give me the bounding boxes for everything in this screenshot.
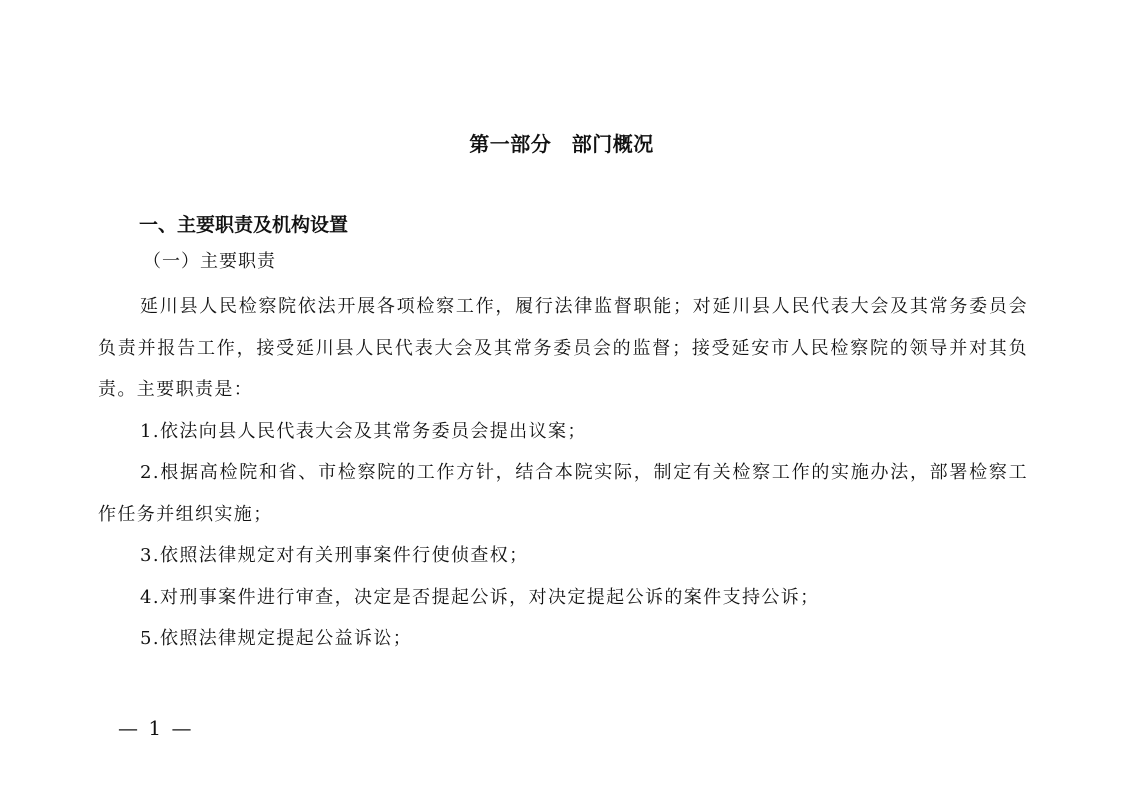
list-item-4: 4.对刑事案件进行审查，决定是否提起公诉，对决定提起公诉的案件支持公诉； <box>140 586 820 608</box>
list-item-3: 3.依照法律规定对有关刑事案件行使侦查权； <box>140 545 529 566</box>
body-text <box>98 286 1028 660</box>
list-item-1: 1.依法向县人民代表大会及其常务委员会提出议案； <box>140 420 587 442</box>
list-item-2: 2.根据高检院和省、市检察院的工作方针，结合本院实际，制定有关检察工作的实施办法，部署检察工作任务并组织实施； <box>98 462 1028 525</box>
paragraph-intro: 延川县人民检察院依法开展各项检察工作，履行法律监督职能；对延川县人民代表大会及其常务委员会负责并报告工作，接受延川县人民代表大会及其常务委员会的监督；接受延安市人民检察院的领导并对其负责。主要职责是： <box>98 296 1028 400</box>
subsection-heading: （一）主要职责 <box>143 251 276 272</box>
page-number: — 1 — <box>118 716 194 740</box>
list-item-5: 5.依照法律规定提起公益诉讼； <box>140 628 413 649</box>
page-title: 第一部分 部门概况 <box>469 132 654 156</box>
section-heading: 一、主要职责及机构设置 <box>139 214 349 236</box>
